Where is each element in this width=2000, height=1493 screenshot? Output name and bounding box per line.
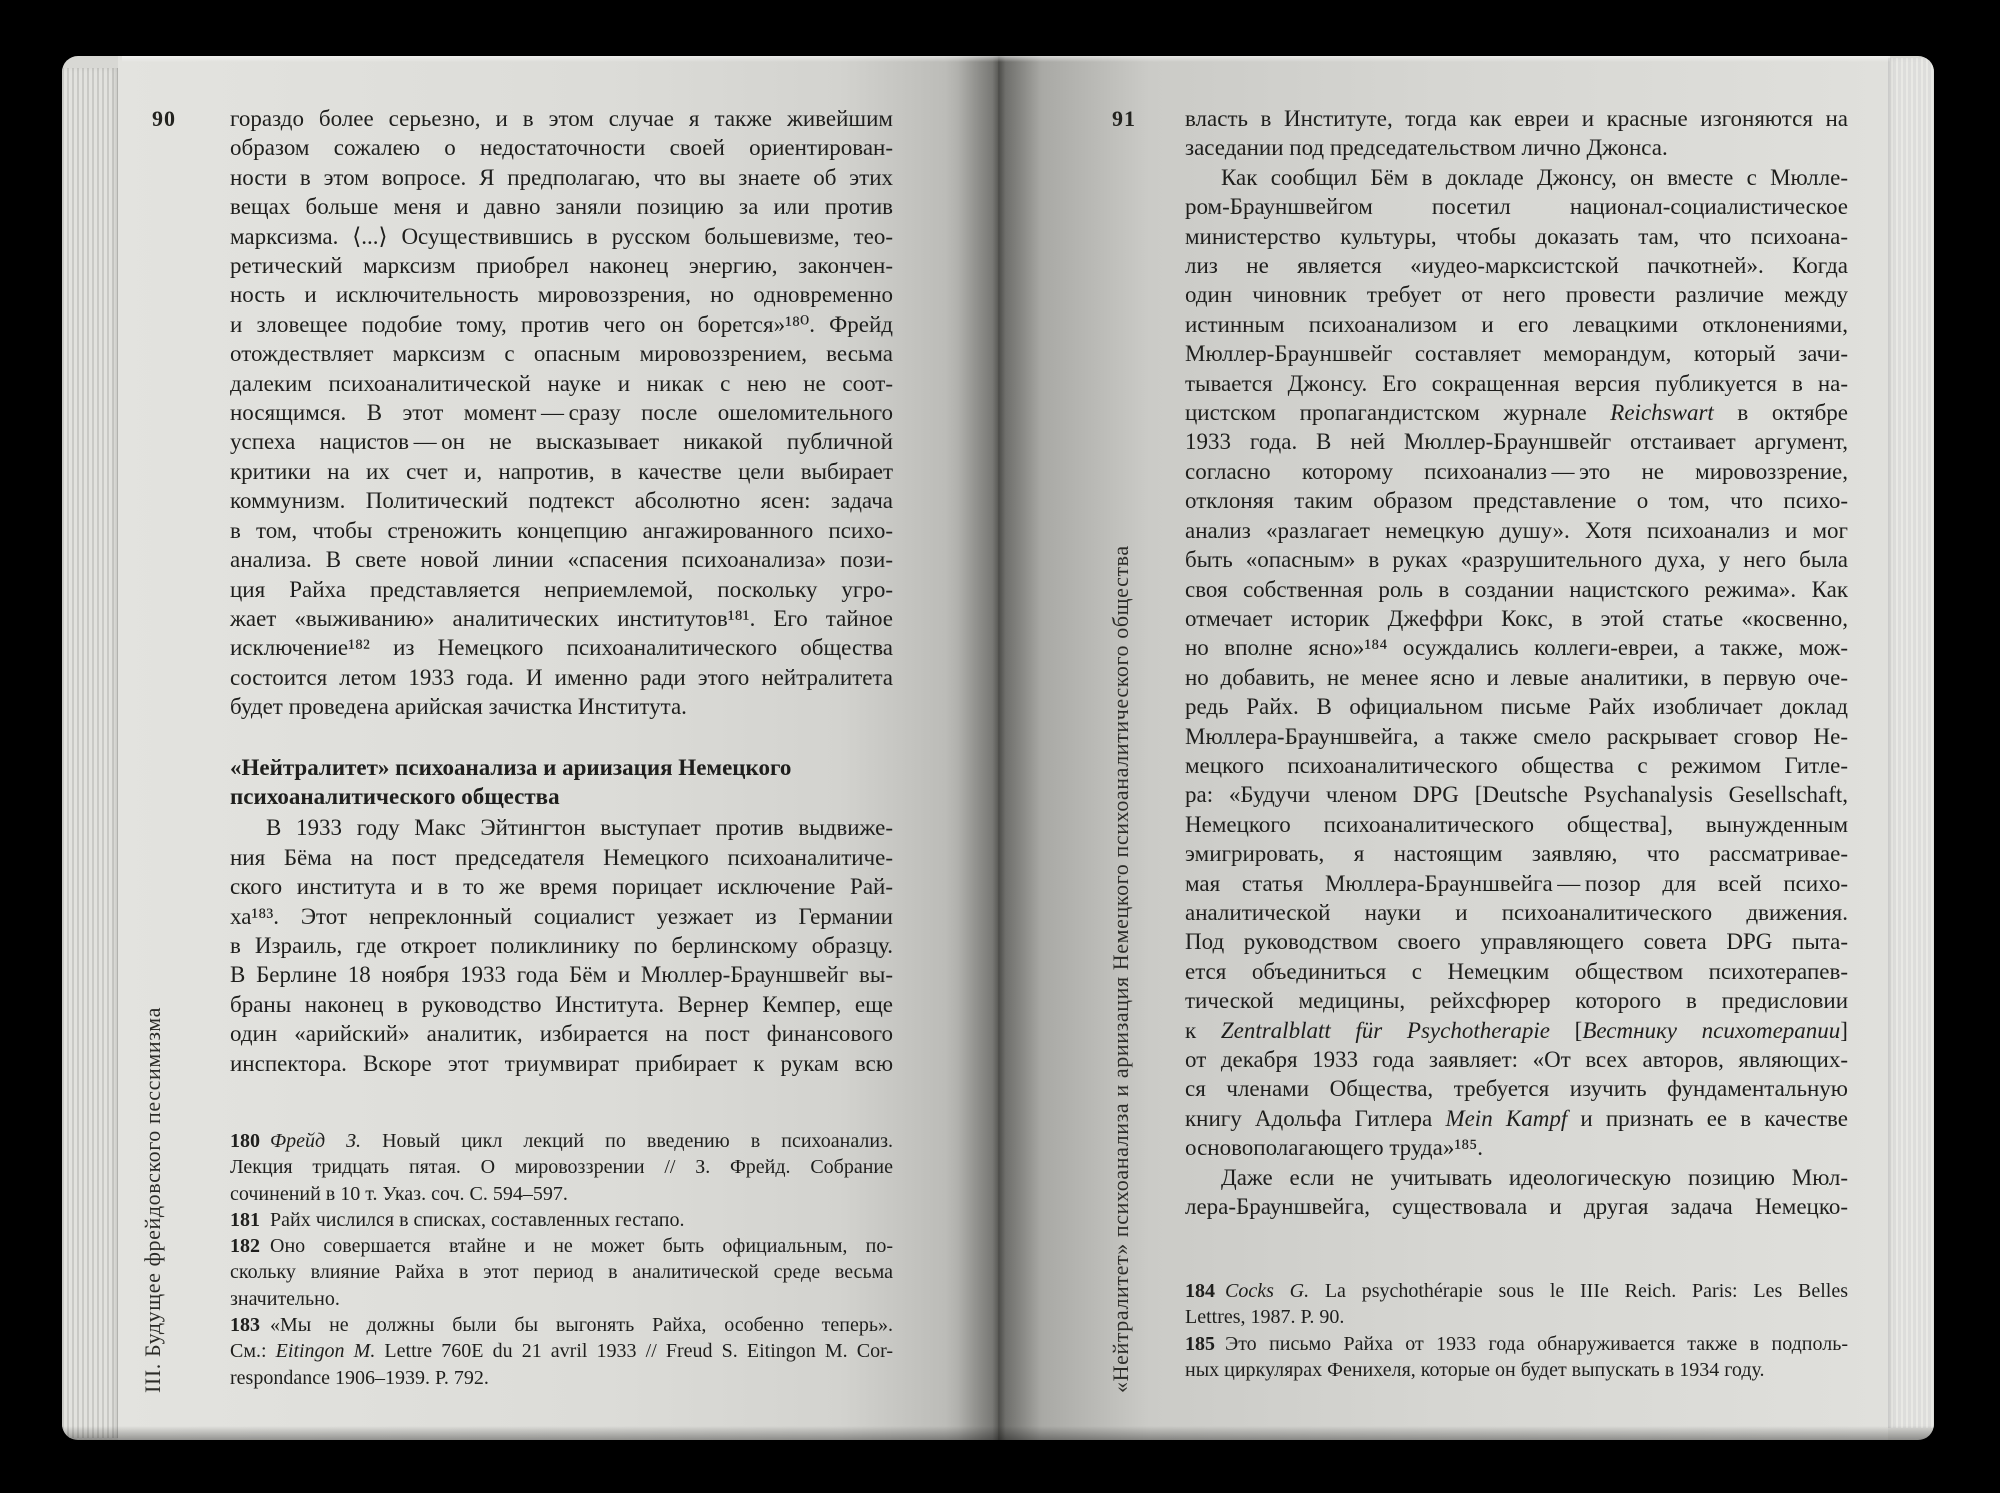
paragraph [230, 1233, 893, 1312]
text-line: тывается Джонсу. Его сокращенная версия публикуется в на- [1185, 370, 1848, 396]
text-line: цистском пропагандистском журнале Reichswart в октябре [1185, 400, 1848, 426]
paragraph [1185, 1278, 1848, 1331]
text-line: коммунизм. Политический подтекст абсолютно ясен: задача [230, 488, 893, 514]
text-line: аналитической науки и психоаналитического движения. [1185, 899, 1848, 925]
right-page-body-text [1185, 104, 1848, 1221]
text-line: ского института и в то же время порицает исключение Рай- [230, 874, 893, 900]
text-line: 183 «Мы не должны были бы выгонять Райха, особенно теперь». [230, 1314, 893, 1337]
text-line: ния Бёма на пост председателя Немецкого психоаналитиче- [230, 844, 893, 870]
text-line: психоаналитического общества [230, 783, 560, 809]
paragraph [1185, 1163, 1848, 1222]
text-line: эмигрировать, я настоящим заявляю, что рассматривае- [1185, 841, 1848, 867]
text-line: истинным психоанализом и его левацкими отклонениями, [1185, 311, 1848, 337]
text-line: 180 Фрейд З. Новый цикл лекций по введению в психоанализ. [230, 1130, 893, 1152]
text-line: Мюллера-Брауншвейга, а также смело раскрывает сговор Не- [1185, 723, 1848, 749]
text-line: 184 Cocks G. La psychothérapie sous le IIIe Reich. Paris: Les Belles [1185, 1280, 1848, 1302]
running-head-left: III. Будущее фрейдовского пессимизма [140, 1007, 165, 1393]
paragraph [230, 1128, 893, 1207]
text-line: лиз не является «иудео-марксистской пачкотней». Когда [1185, 253, 1848, 279]
text-line: успеха нацистов — он не высказывает никакой публичной [230, 429, 893, 455]
text-line: ности в этом вопросе. Я предполагаю, что вы знаете об этих [230, 164, 893, 190]
text-line: Как сообщил Бём в докладе Джонсу, он вместе с Мюлле- [1221, 164, 1848, 190]
text-line: тической медицины, рейхсфюрер которого в предисловии [1185, 988, 1848, 1014]
book-gutter-shadow [958, 56, 1040, 1440]
text-line: 182 Оно совершается втайне и не может быть официальным, по- [230, 1235, 893, 1258]
text-line: заседании под председательством лично Джонса. [1185, 135, 1668, 161]
text-line: редь Райх. В официальном письме Райх изобличает доклад [1185, 694, 1848, 720]
paragraph [230, 1207, 893, 1233]
text-line: быть «опасным» в руках «разрушительного духа, у него была [1185, 547, 1848, 573]
text-line: ся членами Общества, требуется изучить фундаментальную [1185, 1076, 1848, 1102]
text-line: образом сожалею о недостаточности своей ориентирован- [230, 135, 893, 161]
text-line: Лекция тридцать пятая. О мировоззрении // З. Фрейд. Собрание [230, 1156, 893, 1179]
text-line: Даже если не учитывать идеологическую позицию Мюл- [1221, 1164, 1848, 1190]
text-line: один «арийский» аналитик, избирается на пост финансового [230, 1021, 893, 1047]
text-line: книгу Адольфа Гитлера Mein Kampf и признать ее в качестве [1185, 1105, 1848, 1131]
text-line: respondance 1906–1939. P. 792. [230, 1366, 489, 1389]
text-line: Под руководством своего управляющего совета DPG пыта- [1185, 929, 1848, 955]
running-head-right: «Нейтралитет» психоанализа и ариизация Немецкого психоаналитического общества [1108, 545, 1133, 1393]
paragraph [1185, 104, 1848, 163]
text-line: ных циркулярах Фенихеля, которые он будет выпускать в 1934 году. [1185, 1358, 1765, 1381]
text-line: от декабря 1933 года заявляет: «От всех авторов, являющих- [1185, 1047, 1848, 1072]
text-line: 185 Это письмо Райха от 1933 года обнаруживается также в подполь- [1185, 1332, 1848, 1355]
text-line: ность и исключительность мировоззрения, но одновременно [230, 282, 893, 308]
text-line: будет проведена арийская зачистка Института. [230, 694, 687, 720]
text-line: мая статья Мюллера-Брауншвейга — позор для всей психо- [1185, 870, 1848, 896]
text-line: Мюллер-Брауншвейг составляет меморандум, который зачи- [1185, 341, 1848, 367]
text-line: в том, чтобы стреножить концепцию ангажированного психо- [230, 517, 893, 543]
text-line: ха¹⁸³. Этот непреклонный социалист уезжает из Германии [230, 903, 893, 929]
text-line: но добавить, не менее ясно и левые аналитики, в первую оче- [1185, 664, 1848, 690]
text-line: «Нейтралитет» психоанализа и ариизация Немецкого [230, 754, 792, 780]
text-line: ция Райха представляется неприемлемой, поскольку угро- [230, 576, 893, 602]
text-line: власть в Институте, тогда как евреи и красные изгоняются на [1185, 106, 1848, 131]
paragraph [1185, 1331, 1848, 1384]
page-bottom-shadow [62, 1426, 1934, 1440]
text-line: В Берлине 18 ноября 1933 года Бём и Мюллер-Брауншвейг вы- [230, 962, 893, 988]
text-line: критики на их счет и, напротив, в качестве цели выбирает [230, 458, 893, 484]
paragraph [230, 1312, 893, 1391]
text-line: согласно которому психоанализ — это не мировоззрение, [1185, 458, 1848, 484]
page-top-highlight [122, 56, 1890, 62]
text-line: к Zentralblatt für Psychotherapie [Вестнику психотерапии] [1185, 1017, 1848, 1043]
text-line: значительно. [230, 1287, 340, 1310]
right-page-edges [1886, 58, 1934, 1428]
text-line: анализ «разлагает немецкую душу». Хотя психоанализ и мог [1185, 517, 1848, 543]
text-line: сочинений в 10 т. Указ. соч. С. 594–597. [230, 1182, 568, 1205]
text-line: ется объединиться с Немецким обществом психотерапев- [1185, 958, 1848, 984]
text-line: инспектора. Вскоре этот триумвират прибирает к рукам всю [230, 1050, 893, 1076]
paragraph [1185, 163, 1848, 1163]
text-line: далеким психоаналитической науке и никак с нею не соот- [230, 370, 893, 396]
text-line: исключение¹⁸² из Немецкого психоаналитического общества [230, 635, 893, 661]
section-heading [230, 753, 893, 812]
text-line: отождествляет марксизм с опасным мировоззрением, весьма [230, 341, 893, 367]
left-page-edges [62, 68, 120, 1438]
text-line: гораздо более серьезно, и в этом случае я также живейшим [230, 106, 893, 131]
text-line: ром-Брауншвейгом посетил национал-социалистическое [1185, 194, 1848, 220]
text-line: отмечает историк Джеффри Кокс, в этой статье «косвенно, [1185, 605, 1848, 631]
text-line: браны наконец в руководство Института. Вернер Кемпер, еще [230, 991, 893, 1017]
text-line: в Израиль, где откроет поликлинику по берлинскому образцу. [230, 932, 893, 958]
text-line: но вполне ясно»¹⁸⁴ осуждались коллеги-евреи, а также, мож- [1185, 635, 1848, 661]
text-line: марксизма. ⟨...⟩ Осуществившись в русском большевизме, тео- [230, 223, 893, 249]
text-line: носящимся. В этот момент — сразу после ошеломительного [230, 400, 893, 426]
paragraph [230, 104, 893, 722]
text-line: отклоняя таким образом представление о том, что психо- [1185, 488, 1848, 514]
text-line: мецкого психоаналитического общества с режимом Гитле- [1185, 752, 1848, 778]
text-line: основополагающего труда»¹⁸⁵. [1185, 1135, 1484, 1161]
left-page-body-text [230, 104, 893, 1078]
text-line: и зловещее подобие тому, против чего он борется»¹⁸⁰. Фрейд [230, 311, 893, 337]
text-line: 181 Райх числился в списках, составленных гестапо. [230, 1208, 685, 1231]
text-line: ра: «Будучи членом DPG [Deutsche Psychanalysis Gesellschaft, [1185, 782, 1848, 808]
text-line: своя собственная роль в создании нацистского режима». Как [1185, 576, 1848, 602]
text-line: министерство культуры, чтобы доказать там, что психоана- [1185, 223, 1848, 249]
text-line: лера-Брауншвейга, существовала и другая задача Немецко- [1185, 1194, 1848, 1220]
text-line: жает «выживанию» аналитических институтов¹⁸¹. Его тайное [230, 605, 893, 631]
page-number-left: 90 [152, 106, 176, 131]
text-line: вещах больше меня и давно заняли позицию за или против [230, 194, 893, 220]
text-line: анализа. В свете новой линии «спасения психоанализа» пози- [230, 547, 893, 573]
text-line: состоится летом 1933 года. И именно ради этого нейтралитета [230, 664, 893, 690]
paragraph [230, 813, 893, 1078]
left-page-footnotes [230, 1128, 893, 1391]
text-line: Немецкого психоаналитического общества], вынужденным [1185, 811, 1848, 837]
text-line: скольку влияние Райха в этот период в аналитической среде весьма [230, 1261, 893, 1284]
right-page-footnotes [1185, 1278, 1848, 1383]
page-number-right: 91 [1112, 106, 1136, 131]
text-line: ретический марксизм приобрел наконец энергию, закончен- [230, 253, 893, 279]
text-line: В 1933 году Макс Эйтингтон выступает против выдвиже- [266, 815, 893, 841]
text-line: 1933 года. В ней Мюллер-Брауншвейг отстаивает аргумент, [1185, 429, 1848, 455]
text-line: один чиновник требует от него провести различие между [1185, 282, 1848, 308]
text-line: См.: Eitingon M. Lettre 760E du 21 avril 1933 // Freud S. Eitingon M. Cor- [230, 1340, 894, 1363]
text-line: Lettres, 1987. P. 90. [1185, 1306, 1345, 1329]
